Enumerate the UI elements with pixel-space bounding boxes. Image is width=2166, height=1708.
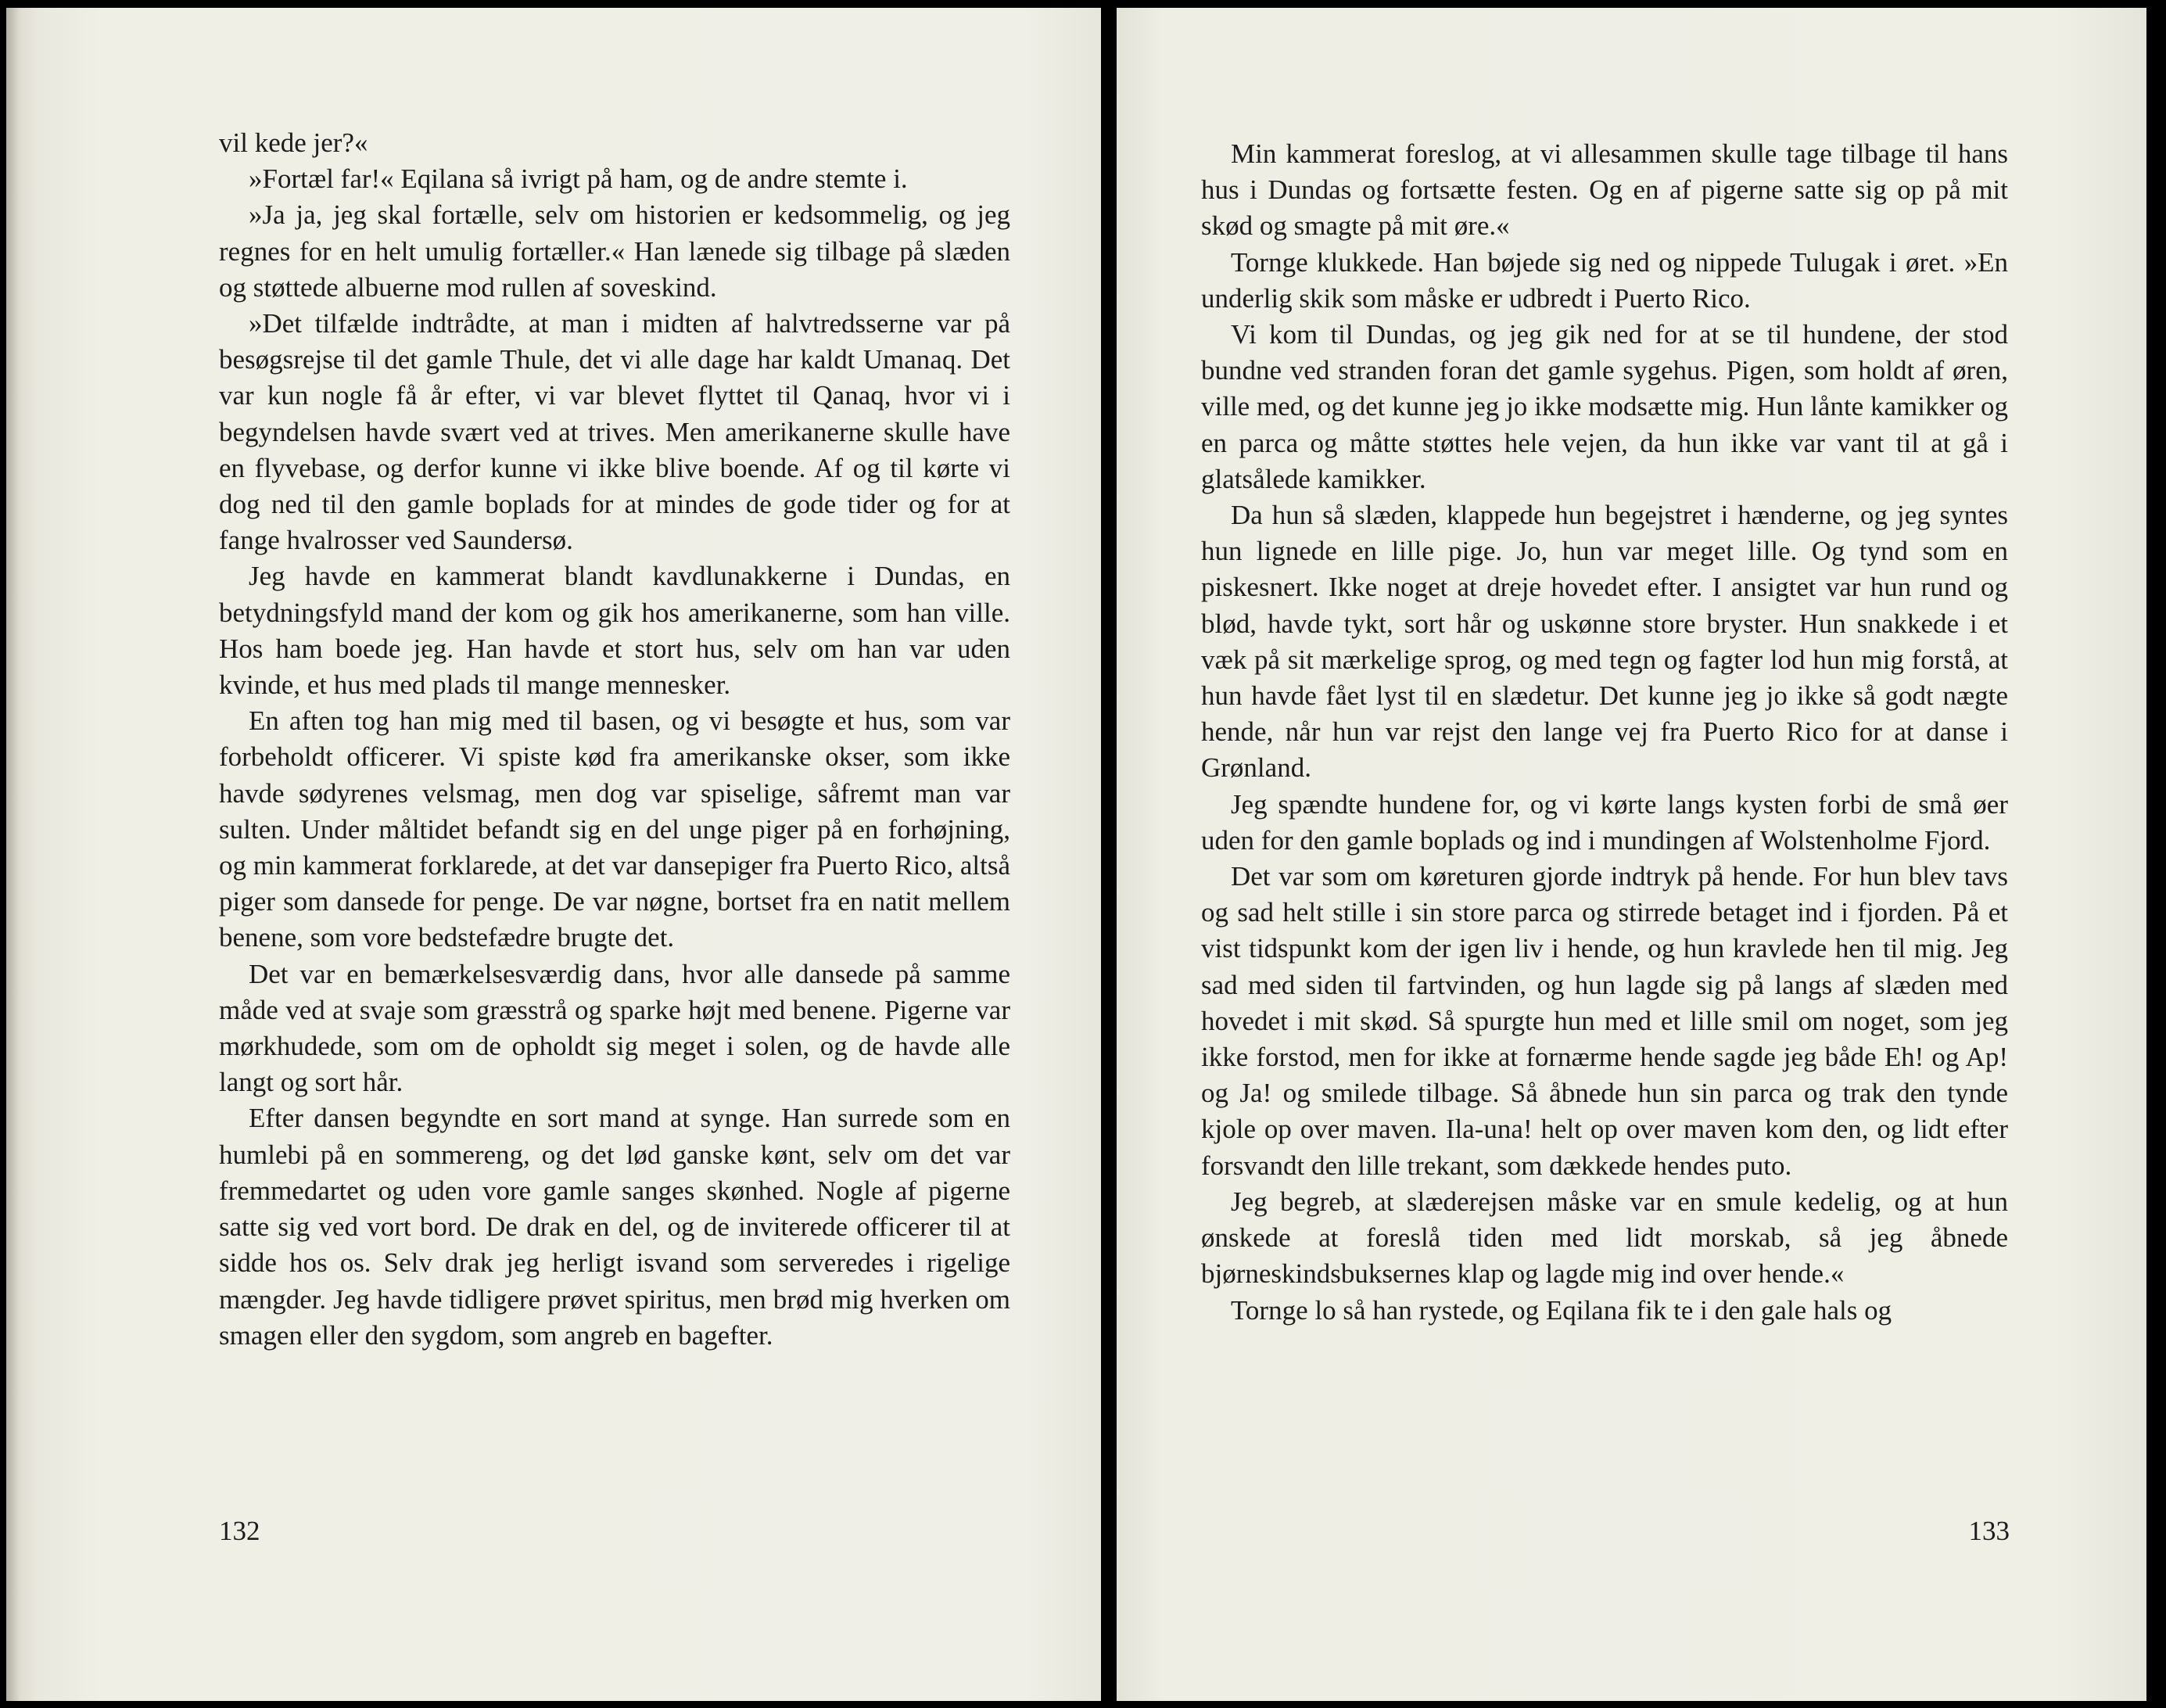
paragraph: En aften tog han mig med til basen, og vi besøgte et hus, som var forbeholdt officerer. Vi spiste kød fra amerikanske okser, som ikke havde sødyrenes velsmag, men dog var spiselige, såfremt man var sulten. Under måltidet befandt sig en del unge piger på en forhøjning, og min kammerat forklarede, at det var dansepiger fra Puerto Rico, altså piger som dansede for penge. De var nøgne, bortset fra en natit mellem benene, som vore bedstefædre brugte det. (219, 705, 1010, 953)
paragraph: Tornge lo så han rystede, og Eqilana fik te i den gale hals og (1231, 1294, 1892, 1326)
paragraph: Det var som om køreturen gjorde indtryk på hende. For hun blev tavs og sad helt stille i sin store parca og stirrede betaget ind i fjorden. På et vist tidspunkt kom der igen liv i hende, og hun kravlede hen til mig. Jeg sad med siden til fartvinden, og hun lagde sig på langs af slæden med hovedet i mit skød. Så spurgte hun med et lille smil om noget, som jeg ikke forstod, men for ikke at fornærme hende sagde jeg både Eh! og Ap! og Ja! og smilede tilbage. Så åbnede hun sin parca og trak den tynde kjole op over maven. Ila-una! helt op over maven kom den, og lidt efter forsvandt den lille trekant, som dækkede hendes puto. (1201, 861, 2008, 1181)
right-page-text (1201, 136, 2008, 1329)
left-page (6, 8, 1101, 1701)
paragraph: Jeg spændte hundene for, og vi kørte langs kysten forbi de små øer uden for den gamle boplads og ind i mundingen af Wolstenholme Fjord. (1201, 788, 2008, 856)
paragraph: »Ja ja, jeg skal fortælle, selv om historien er kedsommelig, og jeg regnes for en helt umulig fortæller.« Han lænede sig tilbage på slæden og støttede albuerne mod rullen af soveskind. (219, 199, 1010, 303)
left-page-edge (6, 8, 20, 1701)
page-number-left: 132 (219, 1516, 260, 1546)
paragraph: Jeg havde en kammerat blandt kavdlunakkerne i Dundas, en betydningsfyld mand der kom og gik hos amerikanerne, som han ville. Hos ham boede jeg. Han havde et stort hus, selv om han var uden kvinde, et hus med plads til mange mennesker. (219, 561, 1010, 701)
page-number-right: 133 (1968, 1516, 2010, 1546)
paragraph: Min kammerat foreslog, at vi allesammen skulle tage tilbage til hans hus i Dundas og fortsætte festen. Og en af pigerne satte sig op på mit skød og smagte på mit øre.« (1201, 138, 2008, 242)
left-page-text (219, 125, 1010, 1354)
paragraph: Tornge klukkede. Han bøjede sig ned og nippede Tulugak i øret. »En underlig skik som måske er udbredt i Puerto Rico. (1201, 246, 2008, 314)
paragraph: Efter dansen begyndte en sort mand at synge. Han surrede som en humlebi på en sommereng, og det lød ganske kønt, selv om det var fremmedartet og uden vore gamle sanges skønhed. Nogle af pigerne satte sig ved vort bord. De drak en del, og de inviterede officerer til at sidde hos os. Selv drak jeg herligt isvand som serveredes i rigelige mængder. Jeg havde tidligere prøvet spiritus, men brød mig hverken om smagen eller den sygdom, som angreb en bagefter. (219, 1103, 1010, 1351)
paragraph: Jeg begreb, at slæderejsen måske var en smule kedelig, og at hun ønskede at foreslå tiden med lidt morskab, så jeg åbnede bjørneskindsbuksernes klap og lagde mig ind over hende.« (1201, 1186, 2008, 1290)
paragraph: »Det tilfælde indtrådte, at man i midten af halvtredsserne var på besøgsrejse til det gamle Thule, det vi alle dage har kaldt Umanaq. Det var kun nogle få år efter, vi var blevet flyttet til Qanaq, hvor vi i begyndelsen havde svært ved at trives. Men amerikanerne skulle have en flyvebase, og derfor kunne vi ikke blive boende. Af og til kørte vi dog ned til den gamle boplads for at mindes de gode tider og for at fange hvalrosser ved Saundersø. (219, 308, 1010, 556)
paragraph: Det var en bemærkelsesværdig dans, hvor alle dansede på samme måde ved at svaje som græsstrå og sparke højt med benene. Pigerne var mørkhudede, som om de opholdt sig meget i solen, og de havde alle langt og sort hår. (219, 958, 1010, 1098)
right-page (1117, 8, 2146, 1701)
paragraph: Da hun så slæden, klappede hun begejstret i hænderne, og jeg syntes hun lignede en lille pige. Jo, hun var meget lille. Og tynd som en piskesnert. Ikke noget at dreje hovedet efter. I ansigtet var hun rund og blød, havde tykt, sort hår og uskønne store bryster. Hun snakkede i et væk på sit mærkelige sprog, og med tegn og fagter lod hun mig forstå, at hun havde fået lyst til en slædetur. Det kunne jeg jo ikke så godt nægte hende, når hun var rejst den lange vej fra Puerto Rico for at danse i Grønland. (1201, 500, 2008, 784)
paragraph: Vi kom til Dundas, og jeg gik ned for at se til hundene, der stod bundne ved stranden foran det gamle sygehus. Pigen, som holdt af øren, ville med, og det kunne jeg jo ikke modsætte mig. Hun lånte kamikker og en parca og måtte støttes hele vejen, da hun ikke var vant til at gå i glatsålede kamikker. (1201, 319, 2008, 494)
paragraph: »Fortæl far!« Eqilana så ivrigt på ham, og de andre stemte i. (249, 163, 908, 195)
paragraph: vil kede jer?« (219, 127, 368, 158)
